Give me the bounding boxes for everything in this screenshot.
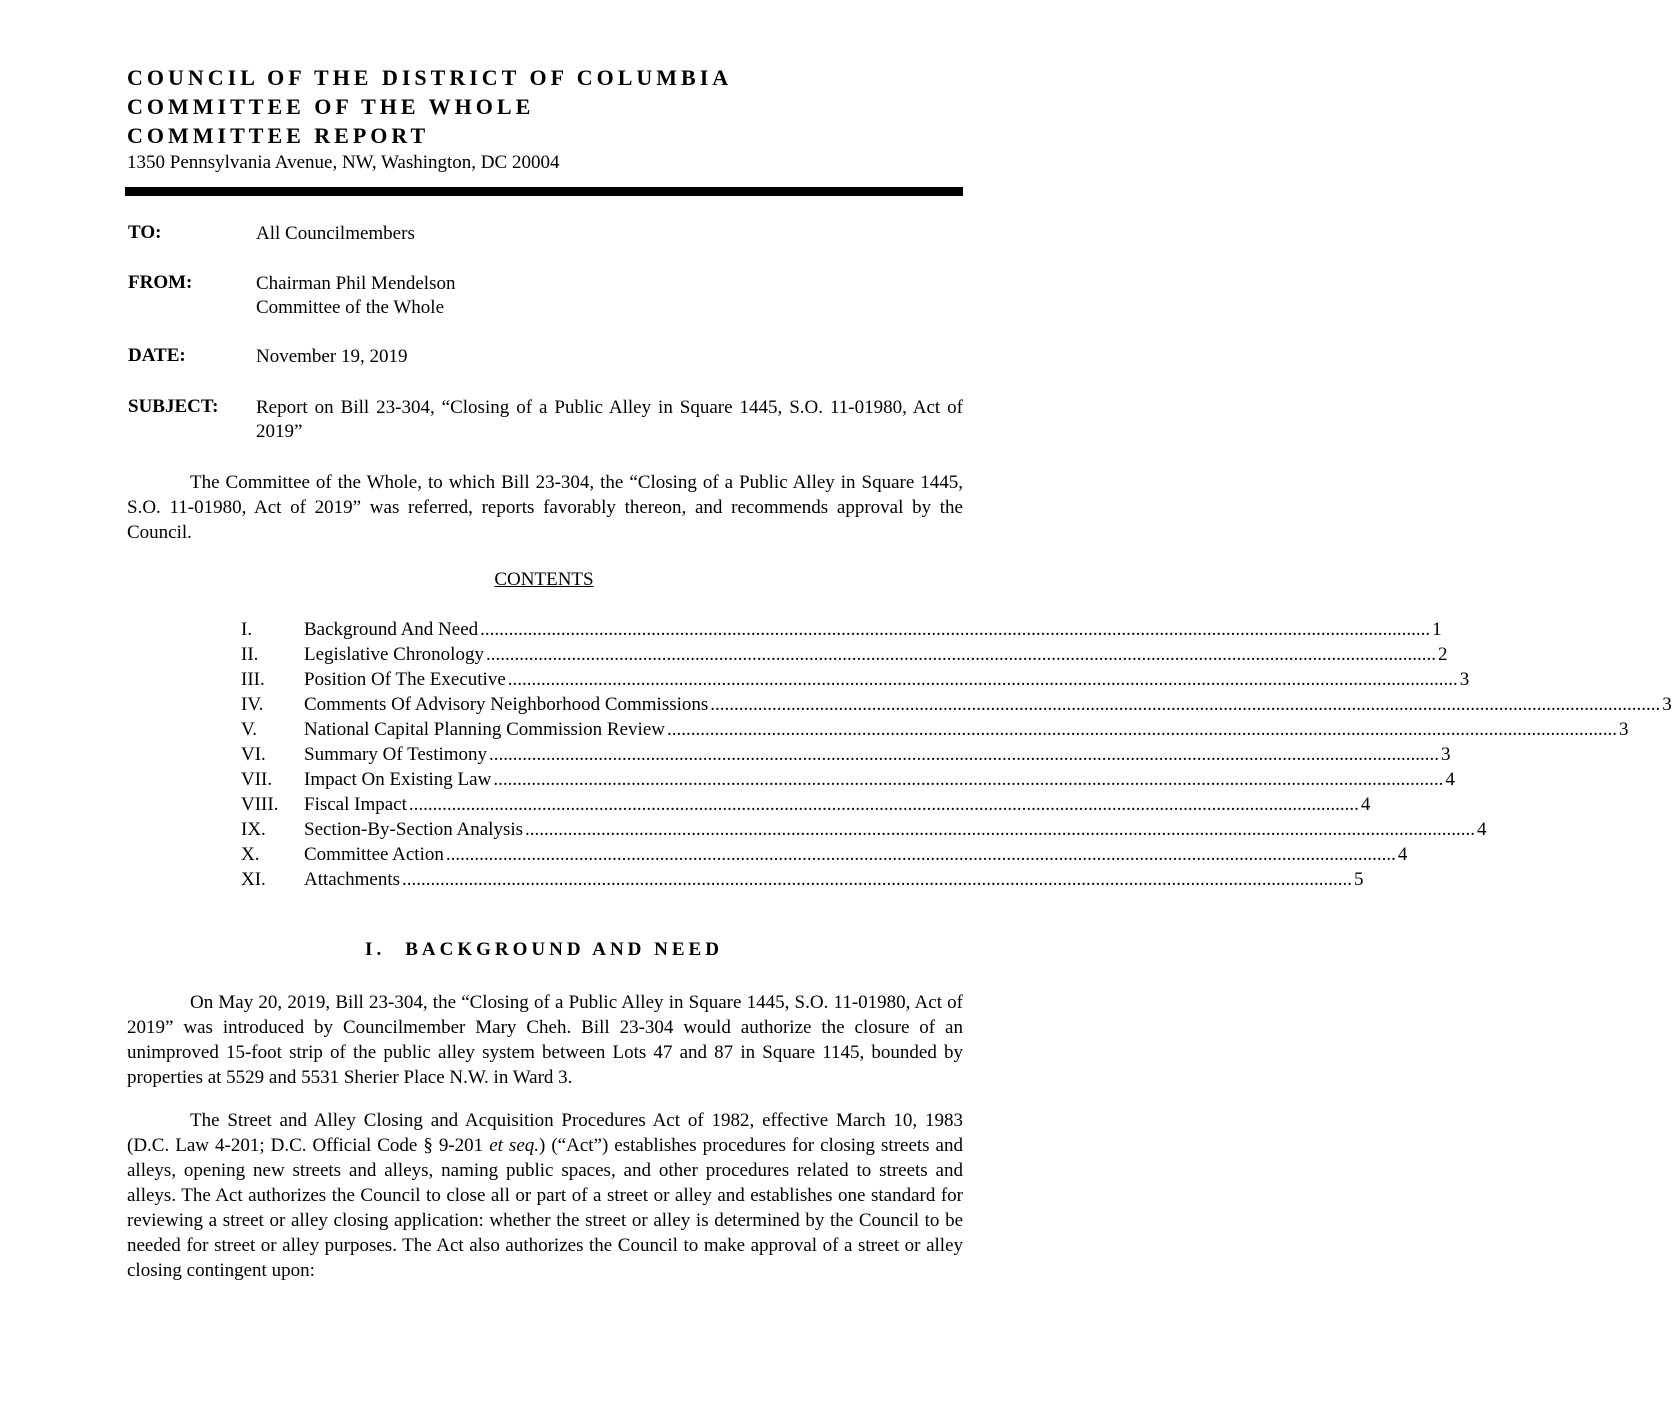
toc-title: Section-By-Section Analysis [304, 819, 524, 840]
toc-leader-dots: ........................................................................................................................................................................................................ [480, 619, 1431, 640]
toc-leader-dots: ........................................................................................................................................................................................................ [666, 719, 1617, 740]
toc-page-number: 4 [1360, 794, 1371, 815]
toc-title: National Capital Planning Commission Review [304, 719, 665, 740]
toc-leader-dots: ........................................................................................................................................................................................................ [507, 669, 1458, 690]
toc-number: VII. [241, 769, 273, 790]
paragraph-2-text-a: The Street and Alley Closing and Acquisition Procedures Act of 1982, effective March 10, 1983 (D.C. Law 4-201; D.C. Official Code § 9-201 [127, 1110, 963, 1156]
memo-subject-value: Report on Bill 23-304, “Closing of a Public Alley in Square 1445, S.O. 11-01980, Act of 2019” [256, 397, 963, 442]
table-of-contents [241, 619, 1672, 894]
toc-title: Committee Action [304, 844, 444, 865]
toc-number: X. [241, 844, 260, 865]
toc-row [241, 869, 1364, 894]
toc-title: Impact On Existing Law [304, 769, 492, 790]
toc-title: Legislative Chronology [304, 644, 484, 665]
background-paragraph-2 [127, 1108, 963, 1283]
toc-number: XI. [241, 869, 266, 890]
toc-leader-dots: ........................................................................................................................................................................................................ [485, 644, 1436, 665]
toc-number: VIII. [241, 794, 279, 815]
toc-row [241, 769, 1455, 794]
toc-title: Summary Of Testimony [304, 744, 488, 765]
toc-row [241, 619, 1442, 644]
toc-row [241, 794, 1371, 819]
header-divider [125, 187, 963, 196]
toc-title: Background And Need [304, 619, 479, 640]
toc-page-number: 4 [1445, 769, 1455, 790]
section-title: BACKGROUND AND NEED [405, 939, 723, 960]
contents-title: CONTENTS [494, 569, 594, 590]
toc-number: VI. [241, 744, 266, 765]
header-council-name: COUNCIL OF THE DISTRICT OF COLUMBIA [127, 65, 733, 90]
toc-number: III. [241, 669, 265, 690]
memo-from-label: FROM: [128, 272, 193, 293]
toc-number: IV. [241, 694, 264, 715]
toc-row [241, 694, 1672, 719]
intro-paragraph: The Committee of the Whole, to which Bill 23-304, the “Closing of a Public Alley in Square 1445, S.O. 11-01980, Act of 2019” was referred, reports favorably thereon, and recommends approval by the Council. [127, 472, 963, 543]
toc-title: Attachments [304, 869, 401, 890]
toc-row [241, 669, 1470, 694]
toc-page-number: 3 [1618, 719, 1629, 740]
memo-subject-label: SUBJECT: [128, 396, 219, 417]
header-report-type: COMMITTEE REPORT [127, 123, 430, 148]
header-committee-name: COMMITTEE OF THE WHOLE [127, 94, 535, 119]
toc-row [241, 819, 1487, 844]
toc-leader-dots: ........................................................................................................................................................................................................ [525, 819, 1476, 840]
toc-page-number: 3 [1441, 744, 1451, 765]
toc-leader-dots: ........................................................................................................................................................................................................ [493, 769, 1444, 790]
toc-row [241, 644, 1448, 669]
toc-title: Fiscal Impact [304, 794, 407, 815]
toc-page-number: 3 [1662, 694, 1672, 715]
toc-page-number: 3 [1459, 669, 1470, 690]
memo-date-value: November 19, 2019 [256, 346, 408, 367]
toc-page-number: 2 [1437, 644, 1448, 665]
paragraph-2-italic: et seq. [489, 1135, 539, 1156]
section-heading [0, 939, 1088, 961]
toc-number: I. [241, 619, 253, 640]
toc-row [241, 744, 1451, 769]
memo-date-label: DATE: [128, 345, 186, 366]
memo-from-committee: Committee of the Whole [256, 297, 445, 318]
toc-number: V. [241, 719, 258, 740]
toc-leader-dots: ........................................................................................................................................................................................................ [445, 844, 1396, 865]
toc-page-number: 1 [1432, 619, 1442, 640]
memo-to-value: All Councilmembers [256, 223, 415, 244]
toc-page-number: 4 [1397, 844, 1408, 865]
toc-leader-dots: ........................................................................................................................................................................................................ [402, 869, 1353, 890]
toc-page-number: 5 [1354, 869, 1364, 890]
toc-title: Comments Of Advisory Neighborhood Commissions [304, 694, 709, 715]
toc-number: II. [241, 644, 259, 665]
background-paragraph-1: On May 20, 2019, Bill 23-304, the “Closing of a Public Alley in Square 1445, S.O. 11-01980, Act of 2019” was introduced by Councilmember Mary Cheh. Bill 23-304 would authorize the closure of an unimproved 15-foot strip of the public alley system between Lots 47 and 87 in Square 1145, bounded by properties at 5529 and 5531 Sherier Place N.W. in Ward 3. [127, 992, 963, 1088]
memo-from-name: Chairman Phil Mendelson [256, 273, 456, 294]
memo-to-label: TO: [128, 222, 162, 243]
toc-leader-dots: ........................................................................................................................................................................................................ [489, 744, 1440, 765]
toc-title: Position Of The Executive [304, 669, 506, 690]
toc-row [241, 844, 1408, 869]
paragraph-2-text-b: ) (“Act”) establishes procedures for closing streets and alleys, opening new streets and alleys, naming public spaces, and other procedures related to streets and alleys. The Act authorizes the Council to close all or part of a street or alley and establishes one standard for reviewing a street or alley closing application: whether the street or alley is determined by the Council to be needed for street or alley purposes. The Act also authorizes the Council to make approval of a street or alley closing contingent upon: [127, 1135, 963, 1281]
toc-number: IX. [241, 819, 266, 840]
toc-row [241, 719, 1629, 744]
toc-leader-dots: ........................................................................................................................................................................................................ [710, 694, 1661, 715]
toc-page-number: 4 [1477, 819, 1487, 840]
header-address: 1350 Pennsylvania Avenue, NW, Washington, DC 20004 [127, 152, 560, 173]
section-number: I. [365, 939, 386, 960]
toc-leader-dots: ........................................................................................................................................................................................................ [408, 794, 1359, 815]
